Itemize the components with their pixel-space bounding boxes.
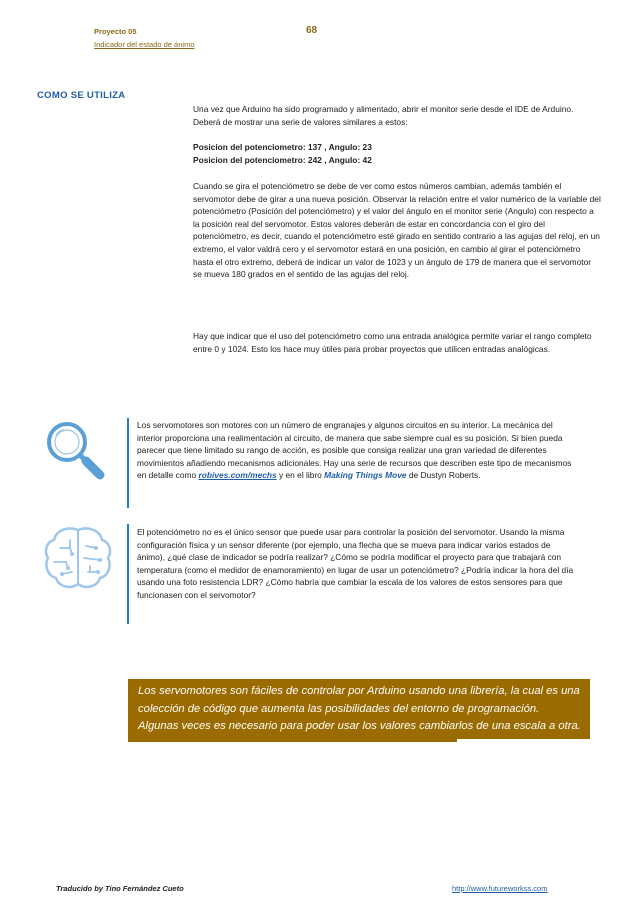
callout-box: Los servomotores son fáciles de controlar por Arduino usando una librería, la cual es una colección de código que aumenta las posibilidades del entorno de programación. Algunas veces es necesario para poder usar los valores cambiarlos de una escala a otra. xyxy=(128,679,590,742)
note-sensor-ideas: El potenciómetro no es el único sensor que puede usar para controlar la posición del servomotor. Usando la misma configuración física y un sensor diferente (por ejemplo, una flecha que se mueva para indicar varios estados de ánimo), ¿qué clase de indicador se podría realizar? ¿Cómo se podría modificar el proyecto para que trabajará con temperatura (como el medidor de enamoramiento) en lugar de usar un potenciómetro? ¿Podría indicar la hora del día usando una foto resistencia LDR? ¿Cómo habría que cambiar la escala de los valores de estos sensores para que funcionasen con el servomotor? xyxy=(137,527,574,600)
explanation-paragraph: Cuando se gira el potenciómetro se debe de ver como estos números cambian, además también el servomotor debe de girar a una nueva posición. Observar la relación entre el valor numérico de la variable del potenciómetro (Posición del potenciómetro) y el valor del ángulo en el monitor serie (Angulo) con respecto a la posición real del servomotor. Estos valores deberán de estar en concordancia con el giro del potenciómetro, es decir, cuando el potenciómetro esté girado en sentido contrario a las agujas del reloj, en un extremo, el valor valdrá cero y el servomotor estará en una posición, en cambio al girar el potenciómetro hasta el otro extremo, deberá de indicar un valor de 1023 y un ángulo de 179 de manera que el servomotor se mueva 180 grados en el sentido de las agujas del reloj. xyxy=(193,181,601,280)
footer-translator: Traducido by Tino Fernández Cueto xyxy=(56,884,184,893)
sample-line-1: Posicion del potenciometro: 137 , Angulo: 23 xyxy=(193,142,372,152)
robives-link[interactable]: robives.com/mechs xyxy=(198,470,277,481)
section-title: COMO SE UTILIZA xyxy=(37,90,126,101)
book-title: Making Things Move xyxy=(324,470,407,481)
callout-gap xyxy=(457,739,597,763)
note-servo-mechanics: Los servomotores son motores con un número de engranajes y algunos circuitos en su interior. La mecánica del interior proporciona una realimentación al circuito, de manera que sabe siempre cual es su posición. Si bien pueda parecer que tiene limitado su rango de acción, es posible que consiga realizar una gran variedad de diferentes movimientos añadiendo mecanismos adicionales. Hay una serie de recursos que describen este tipo de mecanismos en detalle como robives.com/mechs y en el libro Making Things Move de Dustyn Roberts. xyxy=(137,420,572,481)
analog-paragraph: Hay que indicar que el uso del potenciómetro como una entrada analógica permite variar el rango completo entre 0 y 1024. Esto los hace muy útiles para probar proyectos que utilicen entradas analógicas. xyxy=(193,331,592,354)
brain-icon xyxy=(40,522,116,594)
note-bar-brain xyxy=(127,524,129,624)
magnifier-icon xyxy=(34,414,114,494)
footer-url-link[interactable]: http://www.futureworkss.com xyxy=(452,884,548,893)
intro-paragraph: Una vez que Arduino ha sido programado y alimentado, abrir el monitor serie desde el IDE de Arduino. Deberá de mostrar una serie de valores similares a estos: xyxy=(193,104,574,127)
page-number: 68 xyxy=(306,25,318,36)
header-project: Proyecto 05 xyxy=(94,27,137,36)
note-bar-search xyxy=(127,418,129,508)
sample-line-2: Posicion del potenciometro: 242 , Angulo: 42 xyxy=(193,155,372,165)
header-subtitle: Indicador del estado de ánimo xyxy=(94,40,195,49)
